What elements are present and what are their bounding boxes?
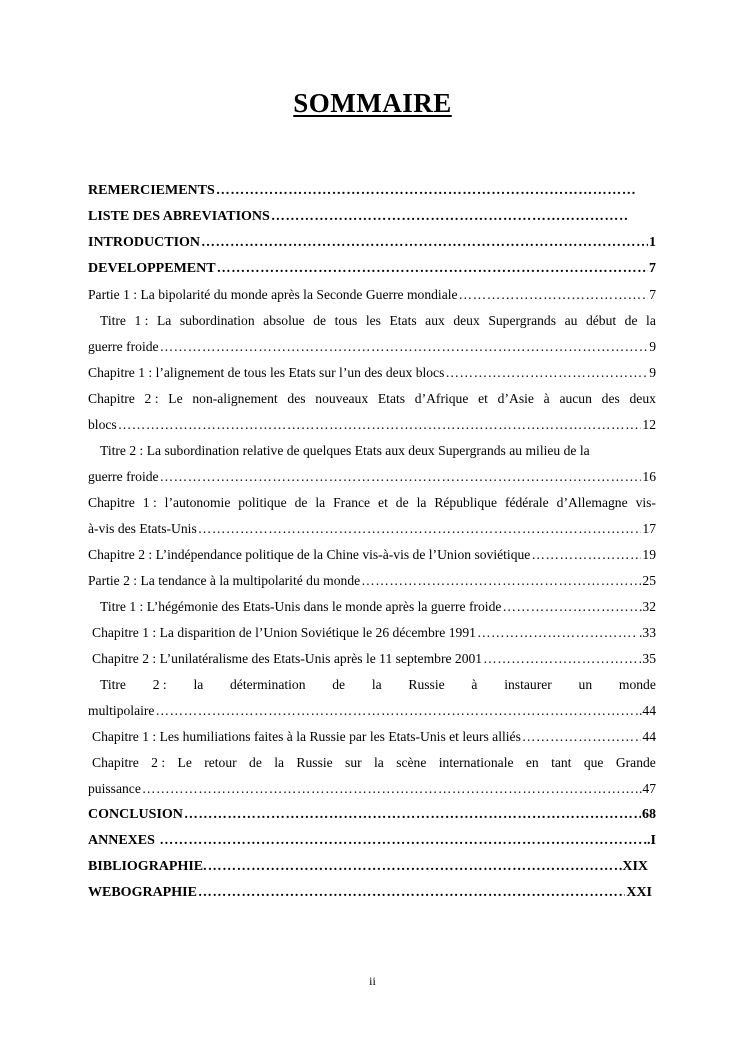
toc-word: la (274, 755, 285, 770)
toc-word: Titre (100, 313, 126, 328)
toc-word: à (543, 391, 550, 406)
toc-label: multipolaire (88, 703, 155, 718)
toc-word: la (374, 755, 384, 770)
toc-word: politique (238, 495, 287, 510)
toc-label: Chapitre 1 : La disparition de l’Union Soviétique le 26 décembre 1991 (92, 625, 476, 640)
toc-entry-partie-2[interactable] (88, 568, 656, 594)
toc-word: 1 : (134, 313, 149, 328)
toc-entry-p2-titre-2-cont[interactable] (88, 698, 656, 724)
toc-leader (217, 256, 648, 282)
toc-word: de (332, 677, 346, 692)
toc-page: 7 (649, 261, 656, 276)
toc-leader (198, 516, 642, 542)
toc-word: d’Asie (497, 391, 534, 406)
toc-label: Titre 1 : L’hégémonie des Etats-Unis dans le monde après la guerre froide (100, 599, 502, 614)
toc-word: en (525, 755, 539, 770)
table-of-contents (88, 178, 656, 906)
toc-entry-p2-t1-chapitre-1[interactable] (88, 620, 656, 646)
toc-word: la (193, 677, 204, 692)
toc-entry-webographie[interactable] (88, 880, 656, 906)
toc-page: ..I (643, 833, 656, 848)
toc-word: République (434, 495, 498, 510)
toc-page: 17 (642, 521, 656, 536)
toc-word: que (583, 755, 604, 770)
toc-leader (160, 464, 642, 490)
toc-entry-p2-t2-chapitre-2[interactable] (88, 750, 656, 776)
toc-word: des (287, 391, 306, 406)
toc-entry-p2-titre-1[interactable] (88, 594, 656, 620)
toc-label: Chapitre 1 : l’alignement de tous les Etats sur l’un des deux blocs (88, 365, 445, 380)
toc-page: XXI (626, 885, 652, 900)
toc-label: Titre 2 : La subordination relative de quelques Etats aux deux Supergrands au milieu de la (100, 443, 590, 458)
toc-page: 68 (642, 807, 656, 822)
toc-leader (142, 776, 625, 802)
toc-word: sur (345, 755, 362, 770)
toc-entry-titre-1[interactable] (88, 308, 656, 334)
toc-leader (502, 594, 638, 620)
toc-page: .33 (639, 625, 656, 640)
toc-label: DEVELOPPEMENT (88, 261, 216, 276)
toc-label: Chapitre 1 : Les humiliations faites à la Russie par les Etats-Unis et leurs alliés (92, 729, 521, 744)
toc-word: France (333, 495, 371, 510)
toc-word: subordination (179, 313, 255, 328)
toc-leader (483, 646, 641, 672)
toc-entry-partie-1[interactable] (88, 282, 656, 308)
toc-entry-titre-2[interactable] (88, 438, 656, 464)
toc-label: ANNEXES (88, 833, 159, 848)
toc-word: La (157, 313, 172, 328)
toc-leader (216, 178, 636, 204)
toc-word: Russie (296, 755, 333, 770)
toc-entry-p2-t1-chapitre-2[interactable] (88, 646, 656, 672)
toc-leader (118, 412, 642, 438)
toc-label: Chapitre 2 : L’indépendance politique de la Chine vis-à-vis de l’Union soviétique (88, 547, 531, 562)
page-title: SOMMAIRE (293, 88, 452, 118)
toc-leader (159, 828, 642, 854)
toc-label: Chapitre 2 : L’unilatéralisme des Etats-Unis après le 11 septembre 2001 (92, 651, 483, 666)
toc-word: Etats (377, 391, 406, 406)
toc-word: 2 : (151, 755, 166, 770)
toc-entry-remerciements[interactable] (88, 178, 656, 204)
toc-word: d’Afrique (414, 391, 469, 406)
toc-word: et (378, 495, 388, 510)
toc-word: début (585, 313, 617, 328)
toc-label: à-vis des Etats-Unis (88, 521, 197, 536)
toc-label: guerre froide (88, 469, 159, 484)
toc-word: Le (177, 755, 192, 770)
toc-word: l’autonomie (164, 495, 231, 510)
toc-word: monde (618, 677, 656, 692)
toc-label: puissance (88, 781, 141, 796)
toc-label: CONCLUSION (88, 807, 183, 822)
toc-leader (160, 334, 649, 360)
toc-page: 16 (642, 469, 656, 484)
toc-word: nouveaux (315, 391, 369, 406)
toc-word: un (578, 677, 593, 692)
toc-entry-p2-titre-2[interactable] (88, 672, 656, 698)
toc-label: Partie 2 : La tendance à la multipolarité du monde (88, 573, 361, 588)
toc-page: 19 (642, 547, 656, 562)
toc-leader (201, 230, 648, 256)
toc-page: .32 (639, 599, 656, 614)
toc-word: à (471, 677, 478, 692)
toc-label: WEBOGRAPHIE (88, 885, 197, 900)
toc-word: deux (629, 391, 656, 406)
toc-label: BIBLIOGRAPHIE. (88, 859, 207, 874)
toc-word: Chapitre (92, 755, 139, 770)
toc-entry-p1-t1-chapitre-2-cont[interactable] (88, 412, 656, 438)
toc-page: 9 (649, 365, 656, 380)
toc-entry-developpement[interactable] (88, 256, 656, 282)
toc-entry-titre-2-cont[interactable] (88, 464, 656, 490)
toc-word: fédérale (504, 495, 549, 510)
toc-word: vis- (635, 495, 656, 510)
toc-page: ….47 (625, 781, 656, 796)
toc-word: 2 : (144, 391, 159, 406)
toc-word: 1 : (142, 495, 157, 510)
page-number: ii (369, 974, 376, 988)
toc-word: Supergrands (488, 313, 557, 328)
toc-leader (477, 620, 638, 646)
toc-page: .44 (639, 703, 656, 718)
toc-word: au (564, 313, 578, 328)
toc-word: des (601, 391, 620, 406)
toc-page: 7 (649, 287, 656, 302)
toc-page: 9 (649, 339, 656, 354)
toc-leader (361, 568, 641, 594)
toc-label: REMERCIEMENTS (88, 183, 215, 198)
toc-leader (198, 880, 625, 906)
toc-entry-bibliographie[interactable] (88, 854, 656, 880)
toc-word: tant (551, 755, 572, 770)
toc-entry-introduction[interactable] (88, 230, 656, 256)
toc-entry-p1-t1-chapitre-2[interactable] (88, 386, 656, 412)
toc-leader (208, 854, 618, 880)
toc-word: Russie (408, 677, 445, 692)
toc-word: et (478, 391, 488, 406)
toc-word: internationale (438, 755, 514, 770)
toc-word: aux (425, 313, 445, 328)
toc-entry-conclusion[interactable] (88, 802, 656, 828)
toc-word: la (416, 495, 427, 510)
toc-word: de (294, 495, 308, 510)
toc-word: 2 : (152, 677, 167, 692)
toc-entry-p1-t2-chapitre-1[interactable] (88, 490, 656, 516)
toc-entry-annexes[interactable] (88, 828, 656, 854)
toc-word: de (624, 313, 638, 328)
toc-entry-p2-t2-chapitre-2-cont[interactable] (88, 776, 656, 802)
toc-word: Le (168, 391, 183, 406)
toc-word: instaurer (504, 677, 552, 692)
toc-leader (155, 698, 638, 724)
toc-page: 44 (642, 729, 656, 744)
toc-word: scène (396, 755, 427, 770)
toc-word: Chapitre (88, 391, 135, 406)
toc-word: la (646, 313, 656, 328)
toc-word: Chapitre (88, 495, 135, 510)
toc-page: 1 (649, 235, 656, 250)
toc-word: Etats (389, 313, 417, 328)
toc-word: retour (204, 755, 237, 770)
toc-label: INTRODUCTION (88, 235, 201, 250)
toc-word: de (395, 495, 409, 510)
toc-word: détermination (230, 677, 306, 692)
toc-page: .XIX (618, 859, 648, 874)
toc-label: guerre froide (88, 339, 159, 354)
toc-word: d’Allemagne (556, 495, 628, 510)
toc-leader (522, 724, 642, 750)
toc-word: absolue (263, 313, 305, 328)
toc-leader (445, 360, 648, 386)
toc-word: deux (453, 313, 480, 328)
toc-leader (271, 204, 627, 230)
toc-page: 35 (642, 651, 656, 666)
toc-word: Titre (100, 677, 126, 692)
toc-page: 25 (642, 573, 656, 588)
toc-entry-p2-t2-chapitre-1[interactable] (88, 724, 656, 750)
toc-leader (531, 542, 641, 568)
toc-word: non-alignement (192, 391, 278, 406)
toc-label: blocs (88, 417, 117, 432)
toc-entry-abreviations[interactable] (88, 204, 656, 230)
toc-label: Partie 1 : La bipolarité du monde après la Seconde Guerre mondiale (88, 287, 458, 302)
toc-word: aucun (559, 391, 592, 406)
toc-word: de (249, 755, 262, 770)
toc-entry-p1-t2-chapitre-1-cont[interactable] (88, 516, 656, 542)
toc-entry-p1-t1-chapitre-1[interactable] (88, 360, 656, 386)
toc-page: 12 (642, 417, 656, 432)
toc-word: la (371, 677, 382, 692)
toc-entry-titre-1-cont[interactable] (88, 334, 656, 360)
toc-word: de (313, 313, 327, 328)
toc-leader (459, 282, 649, 308)
toc-word: les (365, 313, 381, 328)
toc-word: Grande (615, 755, 656, 770)
toc-word: tous (334, 313, 358, 328)
toc-leader (184, 802, 641, 828)
toc-entry-p1-t2-chapitre-2[interactable] (88, 542, 656, 568)
toc-label: LISTE DES ABREVIATIONS (88, 209, 270, 224)
toc-word: la (315, 495, 326, 510)
